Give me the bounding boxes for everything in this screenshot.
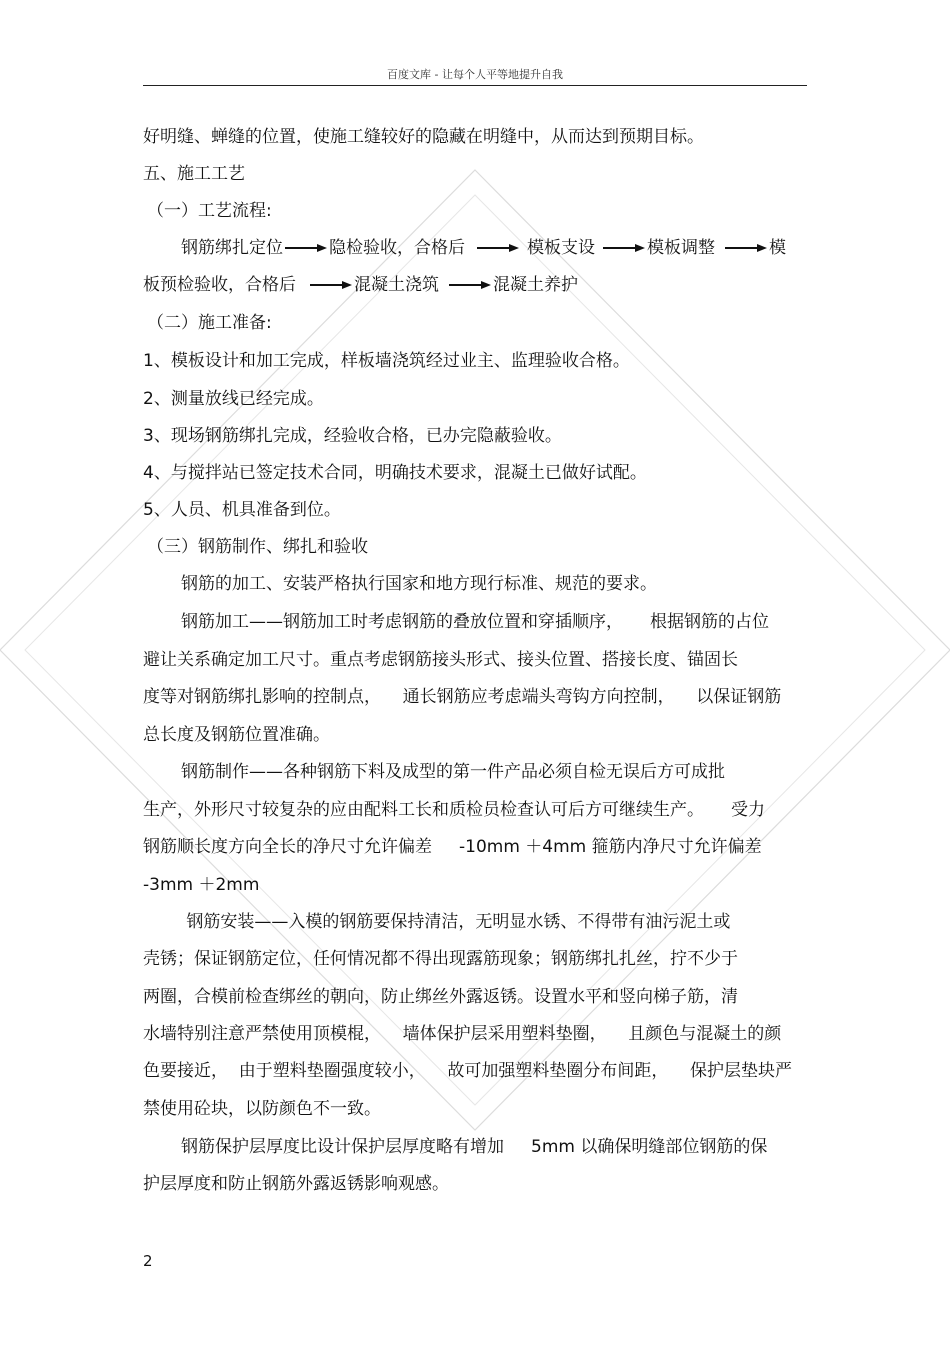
flow-step: 模板支设 <box>527 238 595 258</box>
paragraph-line: 水墙特别注意严禁使用顶模棍， 墙体保护层采用塑料垫圈， 且颜色与混凝土的颜 <box>143 1024 782 1044</box>
paragraph-line: 生产，外形尺寸较复杂的应由配料工长和质检员检查认可后方可继续生产。 受力 <box>143 800 766 820</box>
page-number: 2 <box>143 1252 153 1270</box>
paragraph-line: 两圈，合模前检查绑丝的朝向，防止绑丝外露返锈。设置水平和竖向梯子筋，清 <box>143 987 738 1007</box>
paragraph-line: 钢筋的加工、安装严格执行国家和地方现行标准、规范的要求。 <box>181 574 657 594</box>
paragraph-line: 钢筋安装——入模的钢筋要保持清洁，无明显水锈、不得带有油污泥土或 <box>181 912 731 932</box>
paragraph-line: 护层厚度和防止钢筋外露返锈影响观感。 <box>143 1174 449 1194</box>
arrow-right-icon <box>285 243 327 253</box>
list-item: 4、与搅拌站已签定技术合同，明确技术要求，混凝土已做好试配。 <box>143 463 647 483</box>
arrow-right-icon <box>477 243 519 253</box>
list-item: 1、模板设计和加工完成，样板墙浇筑经过业主、监理验收合格。 <box>143 351 630 371</box>
flow-step: 模 <box>769 238 786 258</box>
flow-step: 钢筋绑扎定位 <box>181 238 283 258</box>
flow-step: 混凝土养护 <box>493 275 578 295</box>
list-item: 3、现场钢筋绑扎完成，经验收合格，已办完隐蔽验收。 <box>143 426 562 446</box>
flow-step: 隐检验收，合格后 <box>329 238 465 258</box>
list-item: 2、测量放线已经完成。 <box>143 389 324 409</box>
process-flow-row-2 <box>143 274 578 296</box>
subsection-heading: （三）钢筋制作、绑扎和验收 <box>147 537 368 557</box>
paragraph-line: 避让关系确定加工尺寸。重点考虑钢筋接头形式、接头位置、搭接长度、锚固长 <box>143 650 738 670</box>
paragraph-line: 禁使用砼块，以防颜色不一致。 <box>143 1099 381 1119</box>
paragraph-line: 钢筋保护层厚度比设计保护层厚度略有增加 5mm 以确保明缝部位钢筋的保 <box>181 1137 768 1157</box>
list-item: 5、人员、机具准备到位。 <box>143 500 341 520</box>
paragraph-line: 度等对钢筋绑扎影响的控制点， 通长钢筋应考虑端头弯钩方向控制， 以保证钢筋 <box>143 687 782 707</box>
subsection-heading: （一）工艺流程: <box>147 201 272 221</box>
arrow-right-icon <box>725 243 767 253</box>
arrow-right-icon <box>449 280 491 290</box>
process-flow-row-1 <box>181 237 786 259</box>
arrow-right-icon <box>603 243 645 253</box>
flow-step: 模板调整 <box>647 238 715 258</box>
arrow-right-icon <box>310 280 352 290</box>
paragraph-line: 好明缝、蝉缝的位置，使施工缝较好的隐藏在明缝中，从而达到预期目标。 <box>143 127 704 147</box>
flow-step: 板预检验收，合格后 <box>143 275 296 295</box>
paragraph-line: 钢筋制作——各种钢筋下料及成型的第一件产品必须自检无误后方可成批 <box>181 762 725 782</box>
paragraph-line: 钢筋加工——钢筋加工时考虑钢筋的叠放位置和穿插顺序， 根据钢筋的占位 <box>181 612 770 632</box>
paragraph-line: 总长度及钢筋位置准确。 <box>143 725 330 745</box>
subsection-heading: （二）施工准备: <box>147 313 272 333</box>
paragraph-line: -3mm ＋2mm <box>143 875 260 895</box>
paragraph-line: 钢筋顺长度方向全长的净尺寸允许偏差 -10mm ＋4mm 箍筋内净尺寸允许偏差 <box>143 837 762 857</box>
paragraph-line: 色要接近， 由于塑料垫圈强度较小， 故可加强塑料垫圈分布间距， 保护层垫块严 <box>143 1061 793 1081</box>
page-header: 百度文库 - 让每个人平等地提升自我 <box>143 66 807 86</box>
section-heading: 五、施工工艺 <box>143 164 245 184</box>
paragraph-line: 壳锈；保证钢筋定位，任何情况都不得出现露筋现象；钢筋绑扎扎丝，拧不少于 <box>143 949 738 969</box>
flow-step: 混凝土浇筑 <box>354 275 439 295</box>
